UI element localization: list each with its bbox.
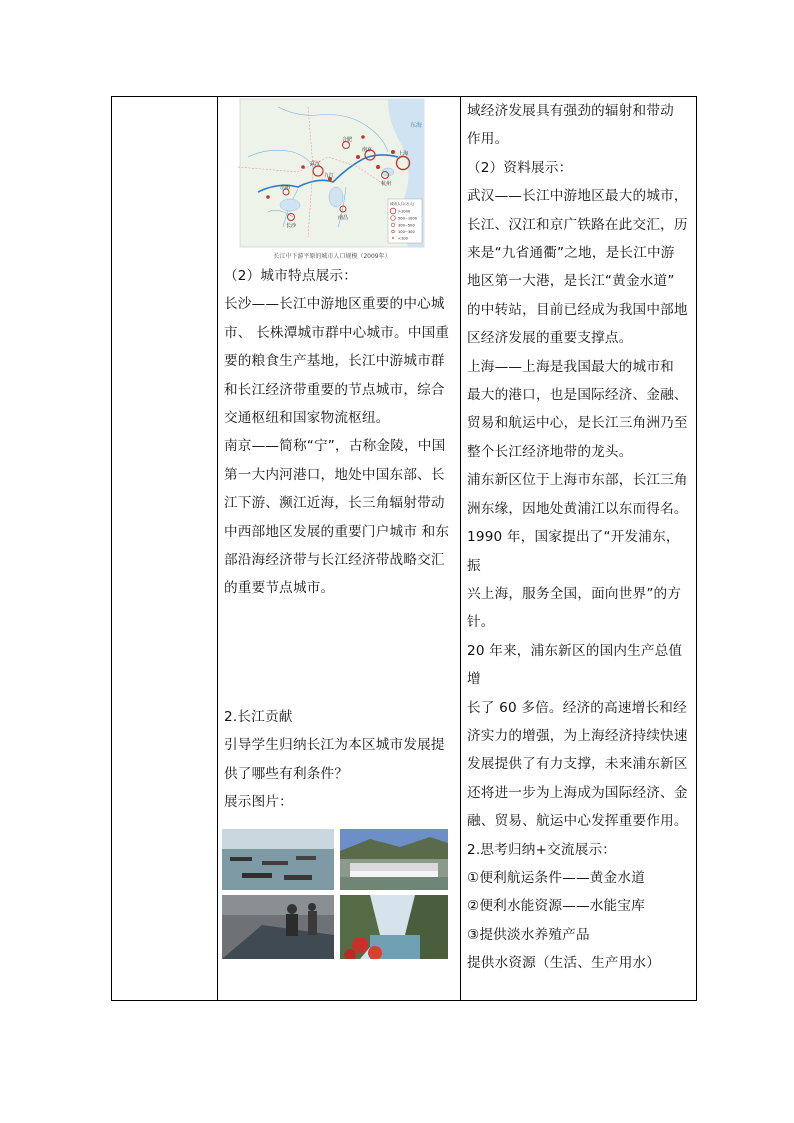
- svg-text:长沙: 长沙: [286, 223, 297, 229]
- text-line: 的中转站，目前已经成为我国中部地: [467, 301, 688, 318]
- text-line: 长江、汉江和京广铁路在此交汇，历: [467, 216, 688, 233]
- text-line: 还将进一步为上海成为国际经济、金: [467, 784, 688, 801]
- svg-text:南京: 南京: [362, 147, 373, 153]
- summary-item: 提供水资源（生活、生产用水）: [467, 955, 661, 972]
- svg-text:东海: 东海: [410, 122, 423, 129]
- text-line: 长了 60 多倍。经济的高速增长和经: [467, 699, 687, 716]
- svg-text:城市人口(万人): 城市人口(万人): [390, 202, 415, 206]
- text-line: 地区第一大港，是长江“黄金水道”: [467, 273, 675, 290]
- text-line: 兴上海，服务全国，面向世界”的方: [467, 585, 682, 602]
- text-line: 来是“九省通衢”之地，是长江中游: [467, 245, 675, 262]
- text-line: 贸易和航运中心，是长江三角洲乃至: [467, 415, 688, 432]
- svg-text:南昌: 南昌: [338, 215, 349, 221]
- svg-text:合肥: 合肥: [342, 137, 353, 143]
- guide-paragraph: 引导学生归纳长江为本区城市发展提 供了哪些有利条件？: [224, 737, 445, 782]
- text-line: 洲东缘，因地处黄浦江以东而得名。: [467, 500, 688, 517]
- wuhan-line: 武汉——长江中游地区最大的城市，: [467, 188, 688, 205]
- svg-text:上海: 上海: [398, 151, 409, 157]
- svg-text:100~300: 100~300: [398, 230, 415, 234]
- text-line: 1990 年，国家提出了“开发浦东，振: [467, 529, 680, 574]
- changsha-paragraph: 长沙——长江中游地区重要的中心城 市、 长株潭城市群中心城市。中国重 要的粮食生产基地，长江中游城市群 和长江经济带重要的节点城市，综合 交通枢纽和国家物流枢纽。: [224, 296, 450, 427]
- text-line: 发展提供了有力支撑，未来浦东新区: [467, 756, 688, 773]
- lesson-table: [111, 96, 697, 1001]
- shanghai-line: 上海——上海是我国最大的城市和: [467, 358, 674, 375]
- text-line: 济实力的增强，为上海经济持续快速: [467, 727, 688, 744]
- svg-text:300~500: 300~500: [398, 223, 415, 228]
- svg-text:岳阳: 岳阳: [280, 185, 291, 191]
- text-line: 整个长江经济地带的龙头。: [467, 443, 633, 460]
- svg-text:武汉: 武汉: [310, 161, 321, 167]
- svg-text:500~1000: 500~1000: [398, 216, 418, 221]
- map-graphic: [238, 97, 426, 262]
- text-line: 作用。: [467, 131, 509, 148]
- text-line: 20 年来，浦东新区的国内生产总值增: [467, 642, 683, 688]
- photo-gorge-scenery: [340, 895, 448, 959]
- text-line: 区经济发展的重要支撑点。: [467, 330, 633, 347]
- middle-column: [218, 97, 461, 1000]
- svg-text:杭州: 杭州: [381, 181, 392, 187]
- section-data-title: （2）资料展示：: [467, 159, 573, 176]
- text-line: 融、贸易、航运中心发挥重要作用。: [467, 813, 688, 830]
- summary-item: ②便利水能资源——水能宝库: [467, 898, 645, 915]
- show-images-label: 展示图片：: [224, 794, 293, 811]
- summary-item: ①便利航运条件——黄金水道: [467, 869, 645, 886]
- text-line: 最大的港口，也是国际经济、金融、: [467, 387, 688, 404]
- svg-text:>1000: >1000: [398, 209, 411, 214]
- summary-title: 2.思考归纳+交流展示：: [467, 841, 617, 858]
- map-caption: 长江中下游平原的城市人口规模（2009年）: [273, 253, 391, 260]
- pudong-line: 浦东新区位于上海市东部，长江三角: [467, 472, 688, 489]
- section-city-features-title: （2）城市特点展示：: [224, 268, 357, 284]
- population-map: [238, 97, 426, 262]
- contribution-title: 2.长江贡献: [224, 708, 293, 725]
- text-line: 针。: [467, 614, 495, 631]
- photo-three-gorges-dam: [340, 829, 448, 890]
- photo-grid: [222, 829, 448, 959]
- text-line: 域经济发展具有强劲的辐射和带动: [467, 103, 674, 119]
- svg-text:九江: 九江: [324, 173, 335, 179]
- photo-ships-on-river: [222, 829, 334, 890]
- photo-fishing: [222, 895, 334, 959]
- svg-text:<100: <100: [398, 236, 408, 241]
- summary-item: ③提供淡水养殖产品: [467, 926, 590, 943]
- right-column: [461, 97, 698, 1000]
- nanjing-paragraph: 南京——简称“宁”，古称金陵，中国 第一大内河港口，地处中国东部、长 江下游、濒江近海，长三角辐射带动 中西部地区发展的重要门户城市 和东 部沿海经济带与长江经济带战略交汇 的重要节点城市。: [224, 438, 450, 597]
